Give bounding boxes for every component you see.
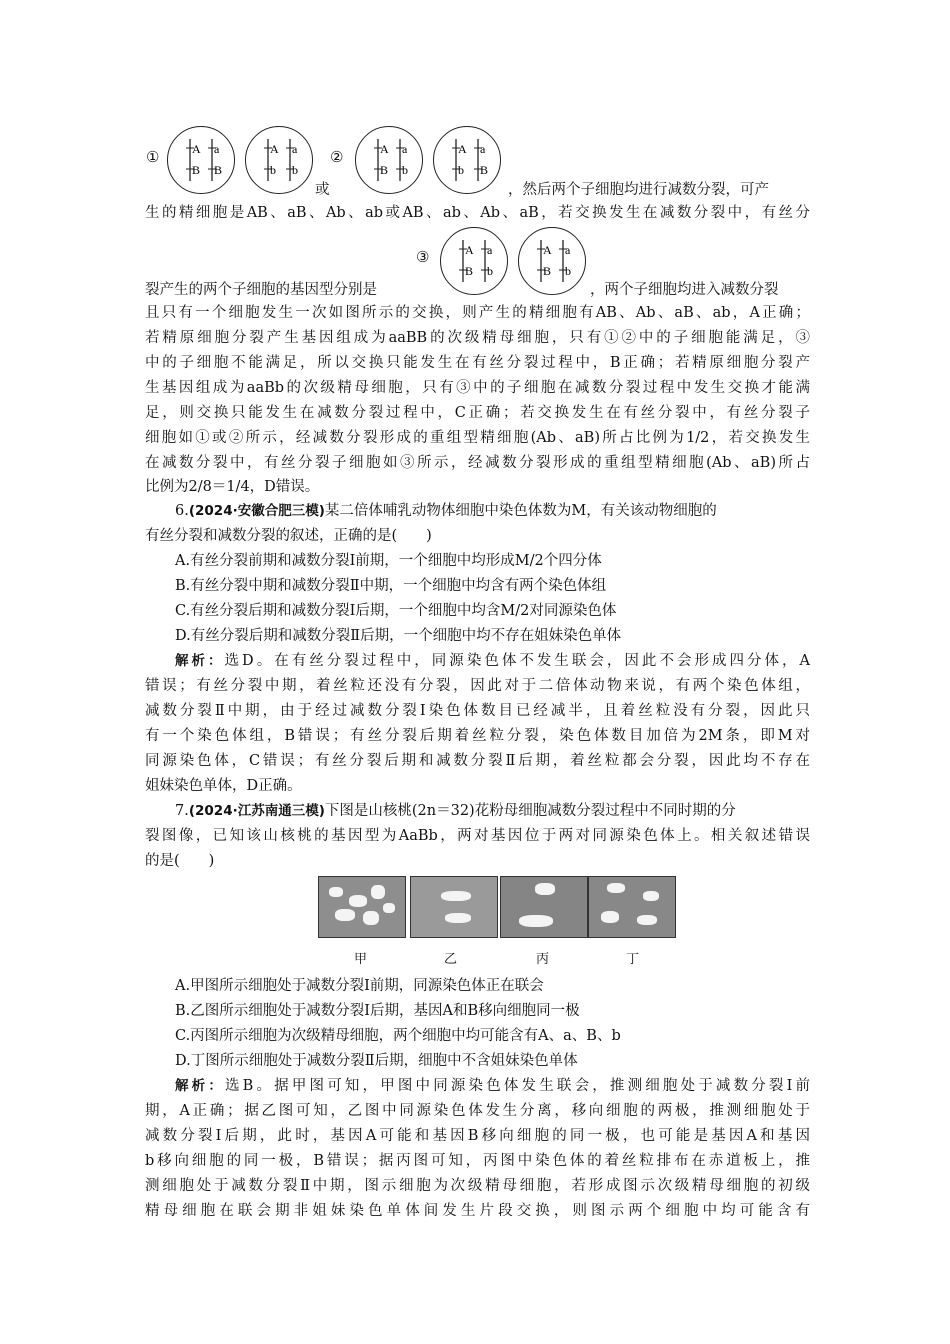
analysis-line: 同源染色体，C错误；有丝分裂后期和减数分裂Ⅱ后期，着丝粒都会分裂，因此均不存在 [145,753,810,769]
analysis-line: 期，A正确；据乙图可知，乙图中同源染色体发生分离，移向细胞的两极，推测细胞处于 [145,1103,810,1119]
allele-label: a [480,142,486,156]
or-word: 或 [315,182,330,198]
analysis-first-line [175,1075,810,1097]
analysis-line: 精母细胞在联会期非姐妹染色单体间发生片段交换，则图示两个细胞中均可能含有 [145,1203,810,1219]
question-stem-text: 某二倍体哺乳动物体细胞中染色体数为M，有关该动物细胞的 [324,503,717,519]
allele-label: B [380,163,389,177]
text-line: 裂产生的两个子细胞的基因型分别是 [145,282,377,298]
text-line: 中的子细胞不能满足，所以交换只能发生在有丝分裂过程中，B正确；若精原细胞分裂产 [145,355,810,371]
allele-label: B [480,163,489,177]
cell-diagram-5 [440,227,508,295]
analysis-text: 选D。在有丝分裂过程中，同源染色体不发生联会，因此不会形成四分体，A [224,653,810,669]
micrograph-ding [588,876,676,938]
text-line: 比例为2/8＝1/4，D错误。 [145,479,320,495]
micrograph-jia [318,876,406,938]
analysis-text: 选B。据甲图可知，甲图中同源染色体发生联会，推测细胞处于减数分裂Ⅰ前 [225,1078,810,1094]
text-line: ，两个子细胞均进入减数分裂 [590,282,779,298]
circle-number-1: ① [146,148,160,166]
analysis-line: 有一个染色体组，B错误；有丝分裂后期着丝粒分裂，染色体数目加倍为2M条，即M对 [145,728,810,744]
allele-label: a [292,142,298,156]
allele-label: b [292,163,298,177]
analysis-line: 错误；有丝分裂中期，着丝粒还没有分裂，因此对于二倍体动物来说，有两个染色体组， [145,678,810,694]
analysis-first-line [175,650,810,672]
question-source: (2024·安徽合肥三模) [188,503,325,519]
text-line: 生的精细胞是AB、aB、Ab、ab或AB、ab、Ab、aB，若交换发生在减数分裂中，有丝分 [145,205,810,221]
analysis-line: b移向细胞的同一极，B错误；据丙图可知，丙图中染色体的着丝粒排布在赤道板上，推 [145,1153,810,1169]
text-line: 细胞如①或②所示，经减数分裂形成的重组型精细胞(Ab、aB)所占比例为1/2，若交换发生 [145,430,810,446]
text-line: 在减数分裂中，有丝分裂子细胞如③所示，经减数分裂形成的重组型精细胞(Ab、aB)所占 [145,455,810,471]
cell-diagram-2 [245,126,313,194]
allele-label: B [192,163,201,177]
micrograph-label: 乙 [444,952,458,967]
circle-number-3: ③ [416,248,430,266]
allele-label: b [487,264,493,278]
option-c: C.有丝分裂后期和减数分裂Ⅰ后期，一个细胞中均含M/2对同源染色体 [175,603,617,619]
analysis-line: 姐妹染色单体，D正确。 [145,778,302,794]
allele-label: A [465,243,474,257]
question-6-stem [175,500,810,522]
option-b: B.乙图所示细胞处于减数分裂Ⅰ后期，基因A和B移向细胞同一极 [175,1003,580,1019]
cell-diagram-1 [167,126,235,194]
allele-label: B [214,163,223,177]
allele-label: a [402,142,408,156]
cell-diagram-6 [518,227,586,295]
question-7-stem-2: 裂图像，已知该山核桃的基因型为AaBb，两对基因位于两对同源染色体上。相关叙述错误 [145,828,810,844]
allele-label: a [487,243,493,257]
allele-label: A [192,142,201,156]
option-b: B.有丝分裂中期和减数分裂Ⅱ中期，一个细胞中均含有两个染色体组 [175,578,607,594]
allele-label: B [543,264,552,278]
text-line: 且只有一个细胞发生一次如图所示的交换，则产生的精细胞有AB、Ab、aB、ab，A正确； [145,305,810,321]
allele-label: b [458,163,464,177]
micrograph-label: 丙 [536,952,550,967]
question-7-stem-3: 的是( ) [145,853,215,869]
allele-label: A [458,142,467,156]
option-a: A.甲图所示细胞处于减数分裂Ⅰ前期，同源染色体正在联会 [175,978,544,994]
micrograph-bing [500,876,588,938]
option-d: D.丁图所示细胞处于减数分裂Ⅱ后期，细胞中不含姐妹染色单体 [175,1053,578,1069]
option-d: D.有丝分裂后期和减数分裂Ⅱ后期，一个细胞中均不存在姐妹染色单体 [175,628,622,644]
text-line: ，然后两个子细胞均进行减数分裂，可产 [508,182,769,198]
micrograph-yi [410,876,498,938]
allele-label: A [270,142,279,156]
allele-label: a [214,142,220,156]
option-a: A.有丝分裂前期和减数分裂Ⅰ前期，一个细胞中均形成M/2个四分体 [175,553,602,569]
analysis-line: 减数分裂Ⅰ后期，此时，基因A可能和基因B移向细胞的同一极，也可能是基因A和基因 [145,1128,810,1144]
question-7-stem [175,800,810,822]
text-line: 足，则交换只能发生在减数分裂过程中，C正确；若交换发生在有丝分裂中，有丝分裂子 [145,405,810,421]
question-stem-text: 下图是山核桃(2n＝32)花粉母细胞减数分裂过程中不同时期的分 [324,803,736,819]
cell-diagram-4 [433,126,501,194]
cell-diagram-3 [355,126,423,194]
allele-label: A [380,142,389,156]
analysis-line: 测细胞处于减数分裂Ⅱ中期，图示细胞为次级精母细胞，若形成图示次级精母细胞的初级 [145,1178,810,1194]
analysis-line: 减数分裂Ⅱ中期，由于经过减数分裂Ⅰ染色体数目已经减半，且着丝粒没有分裂，因此只 [145,703,810,719]
allele-label: B [465,264,474,278]
text-line: 若精原细胞分裂产生基因组成为aaBB的次级精母细胞，只有①②中的子细胞能满足，③ [145,330,810,346]
question-number: 6. [175,503,189,519]
allele-label: b [402,163,408,177]
circle-number-2: ② [330,148,344,166]
allele-label: A [543,243,552,257]
allele-label: b [270,163,276,177]
micrograph-label: 甲 [354,952,368,967]
allele-label: a [565,243,571,257]
question-source: (2024·江苏南通三模) [188,803,325,819]
question-number: 7. [175,803,189,819]
allele-label: b [565,264,571,278]
analysis-label: 解析： [175,1078,226,1094]
text-line: 生基因组成为aaBb的次级精母细胞，只有③中的子细胞在减数分裂过程中发生交换才能满 [145,380,810,396]
analysis-label: 解析： [175,653,225,669]
micrograph-label: 丁 [626,952,640,967]
option-c: C.丙图所示细胞为次级精母细胞，两个细胞中均可能含有A、a、B、b [175,1028,621,1044]
question-6-stem-2: 有丝分裂和减数分裂的叙述，正确的是( ) [145,528,432,544]
